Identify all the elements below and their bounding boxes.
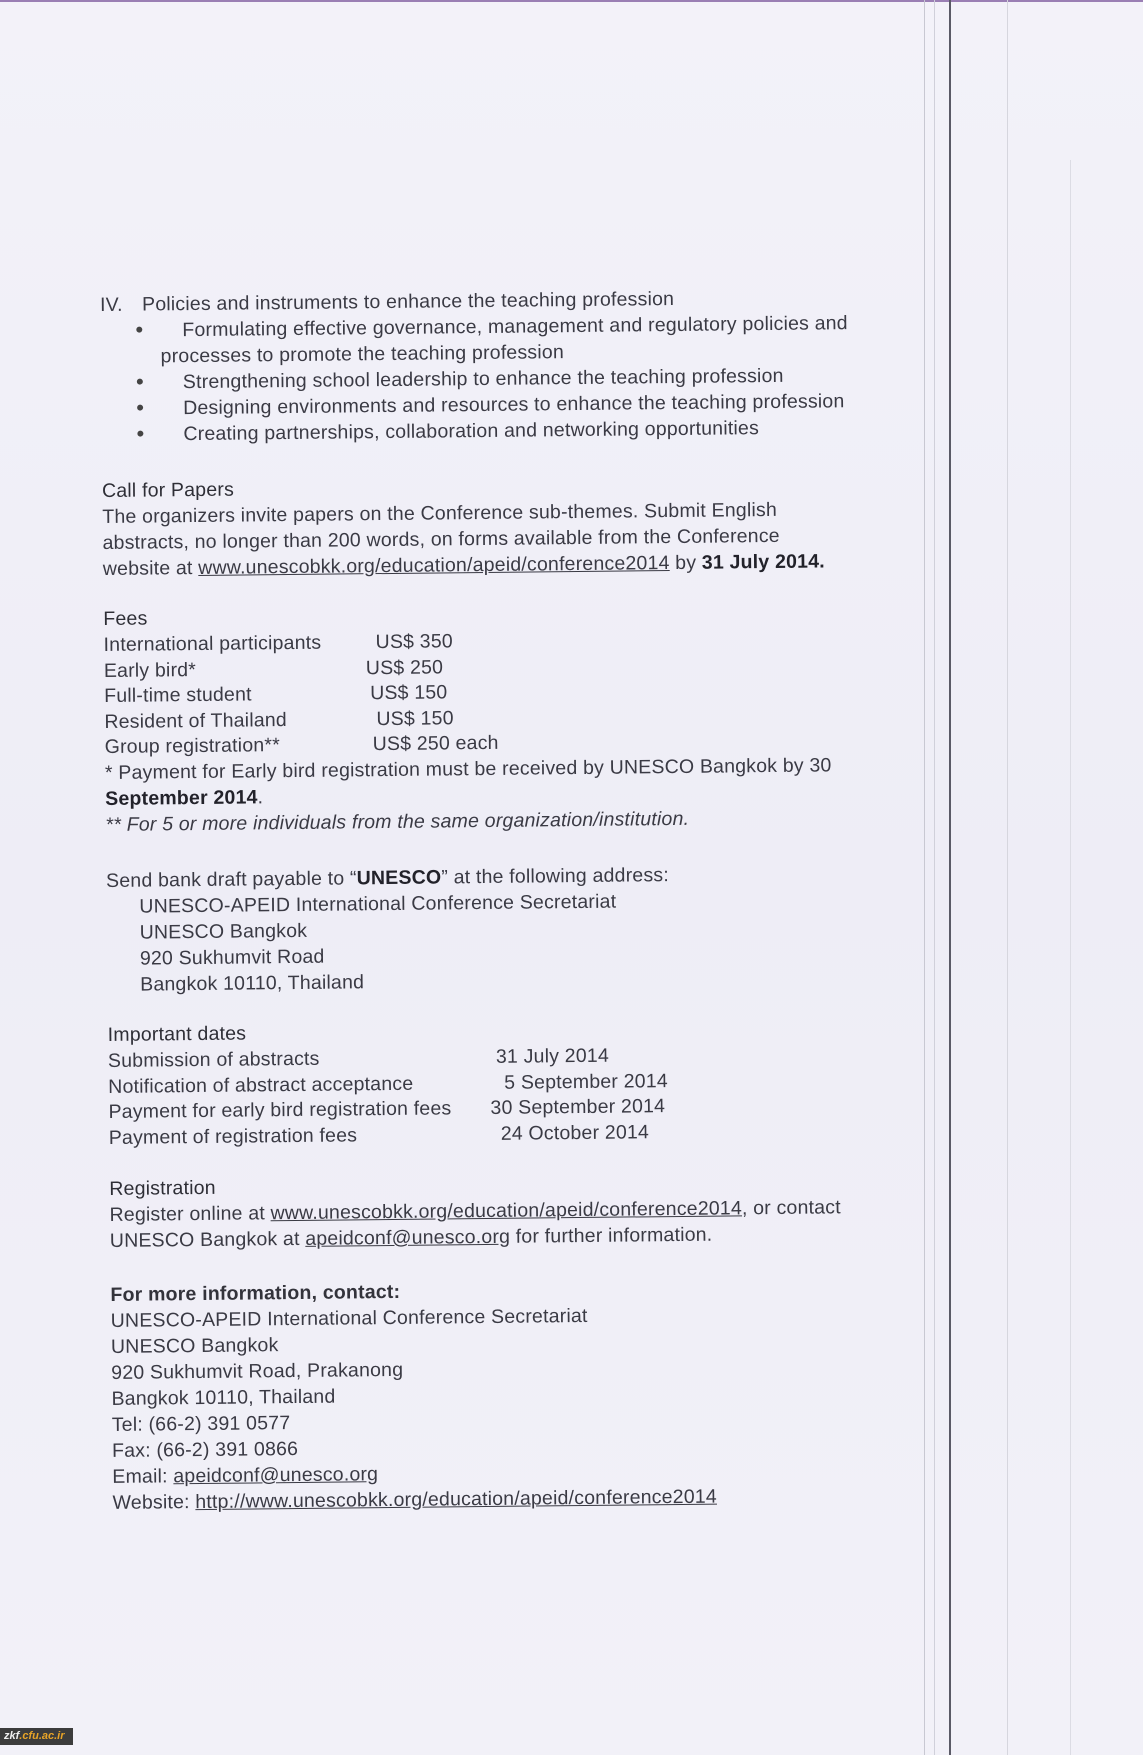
call-for-papers-line: The organizers invite papers on the Conference sub-themes. Submit English (102, 498, 778, 528)
address-line: UNESCO-APEID International Conference Secretariat (139, 890, 617, 918)
fee-label: International participants (103, 631, 322, 656)
bullet-icon (137, 431, 143, 437)
watermark-prefix: zkf (4, 1730, 20, 1742)
bullet-icon (137, 379, 143, 385)
page-edge-line (1070, 160, 1071, 1755)
text: by (669, 551, 702, 575)
date-label: Payment of registration fees (108, 1123, 358, 1149)
text: website at (102, 556, 199, 580)
bullet-text: processes to promote the teaching profession (160, 341, 565, 368)
date-value: 31 July 2014 (495, 1044, 610, 1068)
bullet-text: Formulating effective governance, management and regulatory policies and (182, 312, 848, 342)
text: Send bank draft payable to “ (105, 867, 357, 892)
bullet-text: Designing environments and resources to enhance the teaching profession (183, 390, 845, 420)
conference-website-link[interactable]: www.unescobkk.org/education/apeid/conference2014 (198, 552, 670, 579)
contact-line: UNESCO-APEID International Conference Secretariat (110, 1304, 588, 1332)
registration-section (109, 1167, 940, 1254)
contact-line: UNESCO Bangkok (110, 1334, 279, 1358)
text: Register online at (109, 1202, 271, 1226)
important-dates-heading: Important dates (107, 1022, 247, 1046)
registration-link[interactable]: www.unescobkk.org/education/apeid/conference2014 (270, 1197, 743, 1225)
bullet-text: Creating partnerships, collaboration and networking opportunities (183, 417, 760, 446)
text: . (257, 785, 264, 808)
text: for further information. (510, 1223, 713, 1248)
text: Website: (112, 1491, 196, 1514)
payee: UNESCO (356, 866, 442, 890)
page-edge-line (1007, 0, 1008, 1755)
contact-line: 920 Sukhumvit Road, Prakanong (111, 1358, 404, 1384)
page-fold-line (949, 0, 951, 1755)
call-for-papers-heading: Call for Papers (101, 478, 235, 502)
watermark-badge (0, 1728, 73, 1745)
date-label: Notification of abstract acceptance (108, 1072, 414, 1098)
section-iv (100, 283, 932, 448)
fee-value: US$ 150 (370, 681, 448, 705)
text: UNESCO Bangkok at (109, 1227, 306, 1252)
fee-value: US$ 250 each (372, 731, 499, 756)
fee-value: US$ 250 (365, 655, 444, 679)
contact-fax: Fax: (66-2) 391 0866 (111, 1437, 299, 1462)
contact-section (110, 1273, 942, 1516)
date-value: 30 September 2014 (490, 1095, 666, 1119)
call-for-papers-line: abstracts, no longer than 200 words, on forms available from the Conference (102, 524, 780, 554)
fee-label: Early bird* (103, 658, 197, 682)
fee-value: US$ 150 (376, 706, 454, 730)
date-value: 24 October 2014 (500, 1120, 650, 1145)
contact-website-link[interactable]: http://www.unescobkk.org/education/apeid/conference2014 (195, 1485, 718, 1514)
fee-label: Resident of Thailand (104, 708, 288, 733)
call-for-papers (102, 469, 933, 582)
text: Email: (112, 1465, 174, 1488)
email-link[interactable]: apeidconf@unesco.org (305, 1225, 511, 1250)
text: , or contact (741, 1196, 841, 1220)
fee-label: Group registration** (104, 734, 281, 758)
scan-edge (0, 0, 1143, 2)
contact-line: Bangkok 10110, Thailand (111, 1385, 336, 1410)
bullet-icon (136, 327, 142, 333)
text: ” at the following address: (441, 864, 670, 889)
watermark-domain: .cfu.ac.ir (19, 1730, 65, 1742)
fee-label: Full-time student (104, 683, 252, 707)
date-value: 5 September 2014 (504, 1069, 668, 1094)
address-line: Bangkok 10110, Thailand (140, 971, 365, 996)
fee-value: US$ 350 (375, 630, 454, 654)
early-bird-deadline: September 2014 (105, 785, 258, 810)
abstract-deadline: 31 July 2014. (701, 550, 825, 574)
address-line: 920 Sukhumvit Road (139, 945, 325, 970)
contact-heading: For more information, contact: (110, 1280, 401, 1306)
section-numeral: IV. (99, 293, 123, 316)
bullet-icon (137, 405, 143, 411)
bank-draft-section (106, 859, 937, 998)
fees-heading: Fees (103, 607, 148, 630)
important-dates-section (108, 1013, 939, 1150)
early-bird-note: * Payment for Early bird registration must be received by UNESCO Bangkok by 30 (104, 753, 832, 784)
bullet-text: Strengthening school leadership to enhance the teaching profession (182, 364, 784, 394)
address-line: UNESCO Bangkok (139, 919, 308, 944)
contact-email-link[interactable]: apeidconf@unesco.org (173, 1463, 379, 1488)
fees-section (103, 597, 935, 837)
registration-heading: Registration (109, 1176, 216, 1200)
group-note: ** For 5 or more individuals from the same organization/institution. (105, 807, 690, 836)
section-title: Policies and instruments to enhance the teaching profession (141, 287, 675, 316)
date-label: Payment for early bird registration fees (108, 1097, 452, 1123)
date-label: Submission of abstracts (107, 1047, 320, 1072)
contact-phone: Tel: (66-2) 391 0577 (111, 1412, 291, 1436)
